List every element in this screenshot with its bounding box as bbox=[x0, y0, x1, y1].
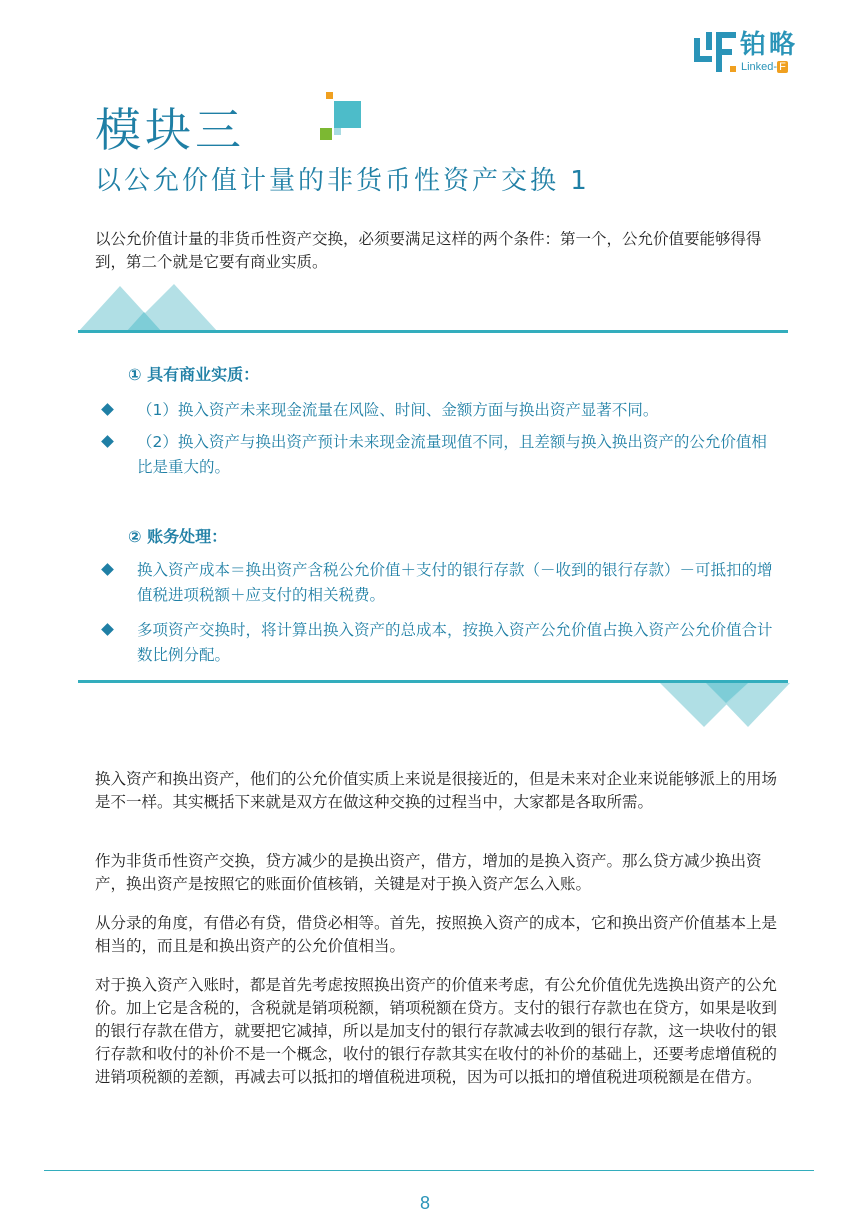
intro-paragraph: 以公允价值计量的非货币性资产交换，必须要满足这样的两个条件：第一个，公允价值要能够得得到，第二个就是它要有商业实质。 bbox=[95, 230, 762, 271]
diamond-bullet-icon bbox=[101, 403, 114, 416]
diamond-bullet-icon bbox=[101, 623, 114, 636]
logo-chinese-text: 铂略 bbox=[740, 30, 799, 60]
decor-square-light bbox=[334, 128, 341, 135]
logo-english-text: Linked- F bbox=[741, 61, 786, 73]
diamond-bullet-icon bbox=[101, 435, 114, 448]
page-number: 8 bbox=[419, 1193, 430, 1213]
module-title: 模块三 bbox=[95, 103, 245, 157]
decor-triangles-top bbox=[78, 282, 228, 332]
bullet-item: 多项资产交换时，将计算出换入资产的总成本，按换入资产公允价值占换入资产公允价值合计数比例分配。 bbox=[103, 618, 773, 668]
decor-square-green bbox=[320, 128, 332, 140]
bullet-item: （1）换入资产未来现金流量在风险、时间、金额方面与换出资产显著不同。 bbox=[103, 398, 773, 423]
body-paragraph: 作为非货币性资产交换，贷方减少的是换出资产，借方，增加的是换入资产。那么贷方减少换出资产，换出资产是按照它的账面价值核销，关键是对于换入资产怎么入账。 bbox=[95, 852, 762, 893]
module-subtitle: 以公允价值计量的非货币性资产交换 1 bbox=[95, 166, 590, 196]
decor-square-teal bbox=[334, 101, 361, 128]
bullet-item: （2）换入资产与换出资产预计未来现金流量现值不同，且差额与换入换出资产的公允价值相比是重大的。 bbox=[103, 430, 773, 480]
body-paragraph: 换入资产和换出资产，他们的公允价值实质上来说是很接近的，但是未来对企业来说能够派上的用场是不一样。其实概括下来就是双方在做这种交换的过程当中，大家都是各取所需。 bbox=[95, 770, 778, 811]
box-top-rule bbox=[78, 330, 788, 333]
bullet-item: 换入资产成本＝换出资产含税公允价值＋支付的银行存款（－收到的银行存款）－可抵扣的增值税进项税额＋应支付的相关税费。 bbox=[103, 558, 773, 608]
footer-rule bbox=[44, 1170, 814, 1171]
section-heading-accounting: ② 账务处理： bbox=[128, 527, 228, 546]
body-paragraph: 从分录的角度，有借必有贷，借贷必相等。首先，按照换入资产的成本，它和换出资产价值基本上是相当的，而且是和换出资产的公允价值相当。 bbox=[95, 914, 778, 955]
section-heading-commercial-substance: ① 具有商业实质： bbox=[128, 365, 260, 384]
logo-mark-icon bbox=[694, 32, 736, 72]
decor-triangles-bottom bbox=[650, 683, 790, 729]
diamond-bullet-icon bbox=[101, 563, 114, 576]
decor-square-orange bbox=[326, 92, 333, 99]
body-paragraph: 对于换入资产入账时，都是首先考虑按照换出资产的价值来考虑，有公允价值优先选换出资产的公允价。加上它是含税的，含税就是销项税额，销项税额在贷方。支付的银行存款也在贷方，如果是收到的银行存款在借方，就要把它减掉，所以是加支付的银行存款减去收到的银行存款，这一块收付的银行存款和收付的补价不是一个概念，收付的银行存款其实在收付的补价的基础上，还要考虑增值税的进销项税额的差额，再减去可以抵扣的增值税进项税，因为可以抵扣的增值税进项税额是在借方。 bbox=[95, 976, 778, 1086]
brand-logo bbox=[694, 30, 814, 76]
